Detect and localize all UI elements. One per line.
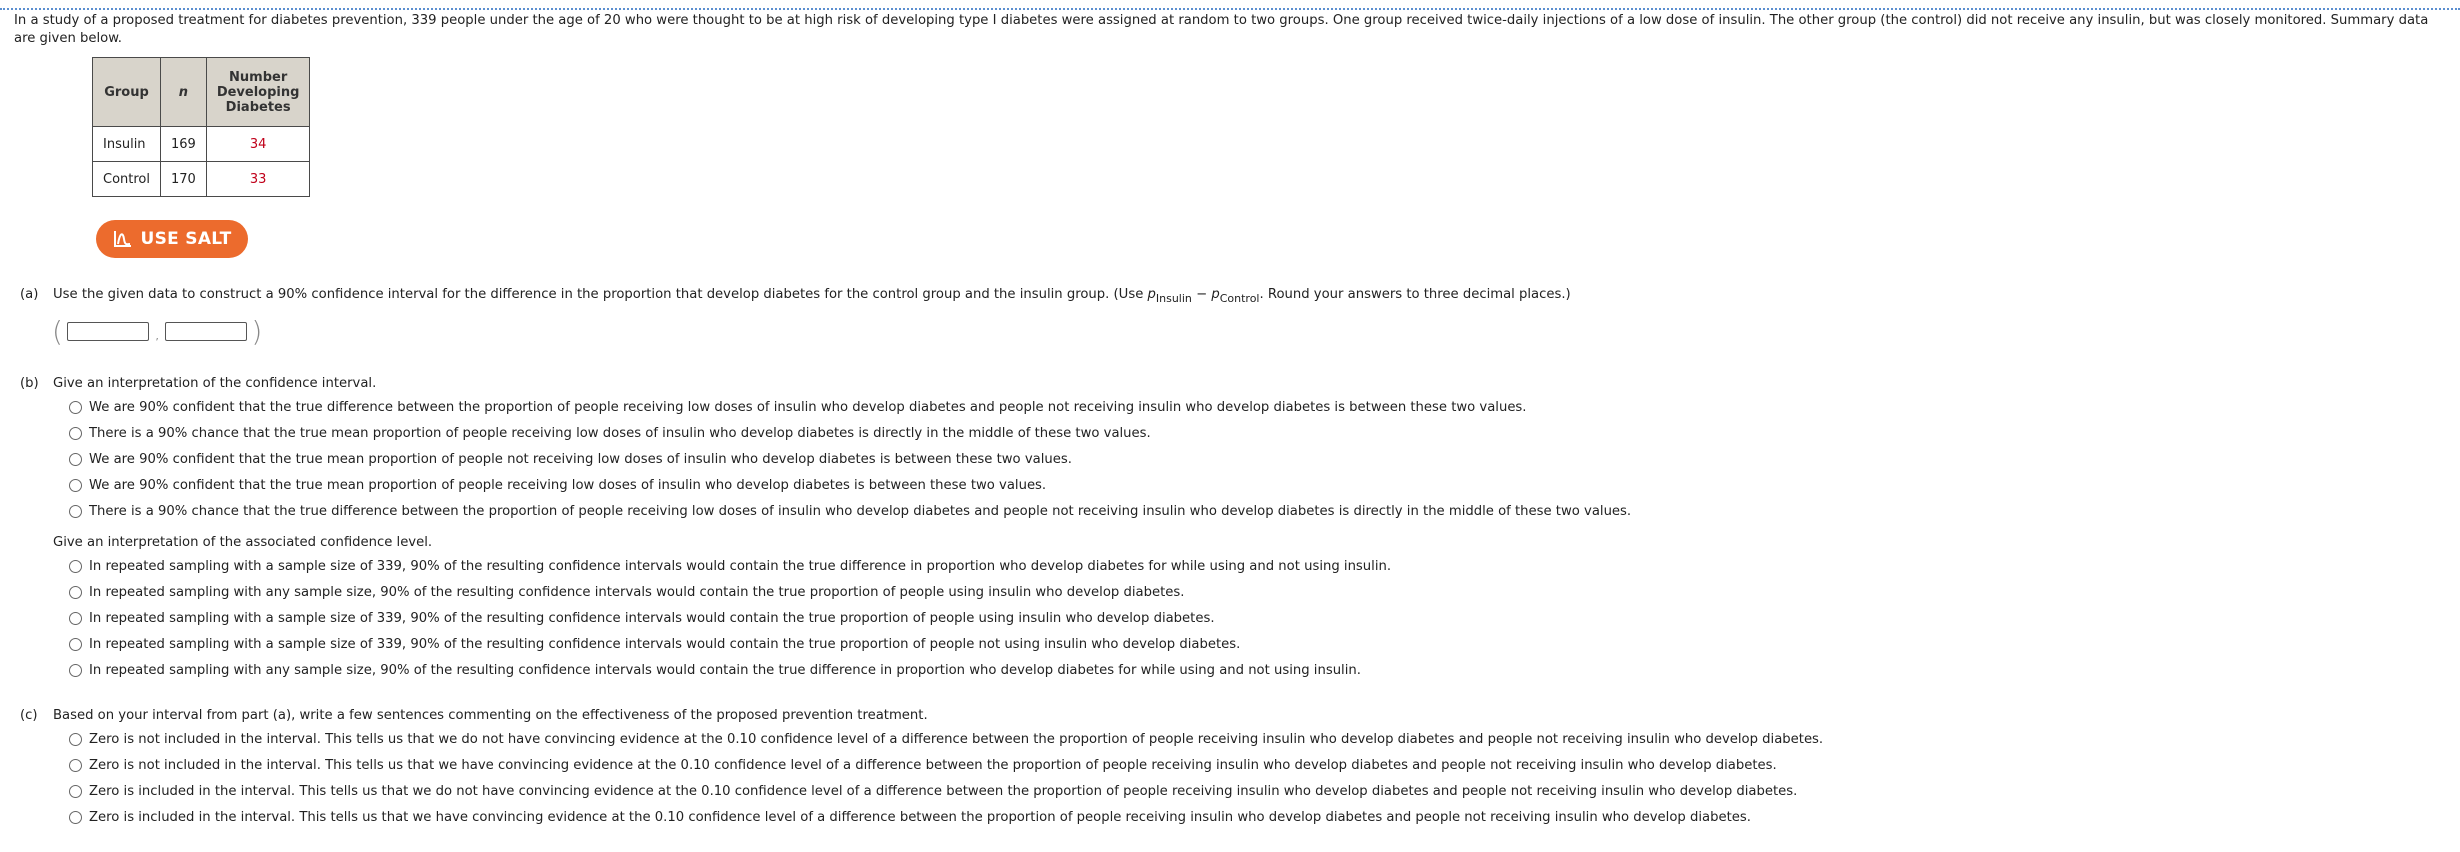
radio-button[interactable]	[69, 401, 82, 414]
option-text: In repeated sampling with a sample size of 339, 90% of the resulting confidence intervals would contain the true proportion of people not using insulin who develop diabetes.	[89, 637, 1241, 652]
use-salt-button[interactable]	[96, 220, 248, 258]
part-b-prompt2: Give an interpretation of the associated confidence level.	[53, 535, 433, 550]
option-text: Zero is not included in the interval. This tells us that we do not have convincing evidence at the 0.10 confidence level of a difference between the proportion of people receiving insulin who develop diabetes and people not receiving insulin who develop diabetes.	[89, 732, 1824, 747]
option-text: In repeated sampling with a sample size of 339, 90% of the resulting confidence intervals would contain the true proportion of people using insulin who develop diabetes.	[89, 611, 1215, 626]
p-symbol: p	[1211, 287, 1220, 302]
radio-button[interactable]	[69, 759, 82, 772]
radio-button[interactable]	[69, 811, 82, 824]
table-row	[93, 162, 310, 197]
part-a-text-end: . Round your answers to three decimal places.)	[1259, 287, 1571, 302]
option-b2-1[interactable]	[69, 559, 1391, 574]
p-control-sub: Control	[1219, 292, 1260, 305]
radio-button[interactable]	[69, 638, 82, 651]
part-c-prompt: Based on your interval from part (a), write a few sentences commenting on the effectiveness of the proposed prevention treatment.	[53, 708, 928, 723]
option-c3[interactable]	[69, 784, 1797, 799]
confidence-interval-input	[52, 316, 262, 346]
option-b2-2[interactable]	[69, 585, 1184, 600]
left-paren: (	[52, 314, 63, 348]
p-insulin-sub: Insulin	[1155, 292, 1192, 305]
option-text: There is a 90% chance that the true mean proportion of people receiving low doses of insulin who develop diabetes is directly in the middle of these two values.	[89, 426, 1151, 441]
option-text: In repeated sampling with any sample size, 90% of the resulting confidence intervals would contain the true difference in proportion who develop diabetes for while using and not using insulin.	[89, 663, 1361, 678]
table-row	[93, 127, 310, 162]
cell-n: 170	[161, 162, 207, 197]
cell-group: Insulin	[93, 127, 161, 162]
option-b3[interactable]	[69, 452, 1072, 467]
header-n: n	[161, 58, 207, 127]
option-text: We are 90% confident that the true mean proportion of people receiving low doses of insulin who develop diabetes is between these two values.	[89, 478, 1047, 493]
summary-table	[92, 57, 310, 197]
radio-button[interactable]	[69, 664, 82, 677]
table-header-row	[93, 58, 310, 127]
top-divider	[0, 8, 2460, 10]
option-b2-3[interactable]	[69, 611, 1215, 626]
comma-separator: ,	[154, 327, 160, 343]
cell-count: 33	[206, 162, 310, 197]
radio-button[interactable]	[69, 586, 82, 599]
problem-intro: In a study of a proposed treatment for diabetes prevention, 339 people under the age of 20 who were thought to be at high risk of developing type I diabetes were assigned at random to two groups. One group received twice-daily injections of a low dose of insulin. The other group (the control) did not receive any insulin, but was closely monitored. Summary data are given below.	[14, 13, 2429, 46]
cell-count: 34	[206, 127, 310, 162]
radio-button[interactable]	[69, 453, 82, 466]
salt-chart-icon	[113, 230, 133, 248]
option-c4[interactable]	[69, 810, 1751, 825]
cell-n: 169	[161, 127, 207, 162]
option-b2-4[interactable]	[69, 637, 1240, 652]
option-c1[interactable]	[69, 732, 1823, 747]
use-salt-label: USE SALT	[140, 229, 232, 249]
option-text: We are 90% confident that the true difference between the proportion of people receiving low doses of insulin who develop diabetes and people not receiving insulin who develop diabetes is between these two values.	[89, 400, 1527, 415]
p-symbol: p	[1147, 287, 1156, 302]
option-text: In repeated sampling with any sample size, 90% of the resulting confidence intervals would contain the true proportion of people using insulin who develop diabetes.	[89, 585, 1185, 600]
lower-bound-input[interactable]	[67, 322, 149, 341]
option-b5[interactable]	[69, 504, 1631, 519]
option-b1[interactable]	[69, 400, 1527, 415]
header-group: Group	[93, 58, 161, 127]
option-text: There is a 90% chance that the true difference between the proportion of people receiving low doses of insulin who develop diabetes and people not receiving insulin who develop diabetes is directly in the middle of these two values.	[89, 504, 1632, 519]
radio-button[interactable]	[69, 612, 82, 625]
radio-button[interactable]	[69, 785, 82, 798]
option-b4[interactable]	[69, 478, 1046, 493]
minus-sign: −	[1191, 287, 1212, 302]
part-a-text: Use the given data to construct a 90% confidence interval for the difference in the proportion that develop diabetes for the control group and the insulin group. (Use	[53, 287, 1148, 302]
radio-button[interactable]	[69, 505, 82, 518]
option-text: In repeated sampling with a sample size of 339, 90% of the resulting confidence intervals would contain the true difference in proportion who develop diabetes for while using and not using insulin.	[89, 559, 1392, 574]
radio-button[interactable]	[69, 427, 82, 440]
part-a-label: (a)	[20, 287, 39, 302]
option-text: Zero is included in the interval. This tells us that we do not have convincing evidence at the 0.10 confidence level of a difference between the proportion of people receiving insulin who develop diabetes and people not receiving insulin who develop diabetes.	[89, 784, 1798, 799]
radio-button[interactable]	[69, 479, 82, 492]
part-b-prompt: Give an interpretation of the confidence interval.	[53, 376, 377, 391]
cell-group: Control	[93, 162, 161, 197]
option-text: We are 90% confident that the true mean proportion of people not receiving low doses of insulin who develop diabetes is between these two values.	[89, 452, 1072, 467]
option-b2[interactable]	[69, 426, 1151, 441]
option-text: Zero is included in the interval. This tells us that we have convincing evidence at the 0.10 confidence level of a difference between the proportion of people receiving insulin who develop diabetes and people not receiving insulin who develop diabetes.	[89, 810, 1751, 825]
part-a-question	[53, 287, 1571, 305]
radio-button[interactable]	[69, 560, 82, 573]
part-b-label: (b)	[20, 376, 39, 391]
header-count: Number Developing Diabetes	[206, 58, 310, 127]
radio-button[interactable]	[69, 733, 82, 746]
option-c2[interactable]	[69, 758, 1777, 773]
upper-bound-input[interactable]	[165, 322, 247, 341]
option-b2-5[interactable]	[69, 663, 1361, 678]
right-paren: )	[251, 314, 263, 348]
option-text: Zero is not included in the interval. This tells us that we have convincing evidence at the 0.10 confidence level of a difference between the proportion of people receiving insulin who develop diabetes and people not receiving insulin who develop diabetes.	[89, 758, 1777, 773]
part-c-label: (c)	[20, 708, 38, 723]
